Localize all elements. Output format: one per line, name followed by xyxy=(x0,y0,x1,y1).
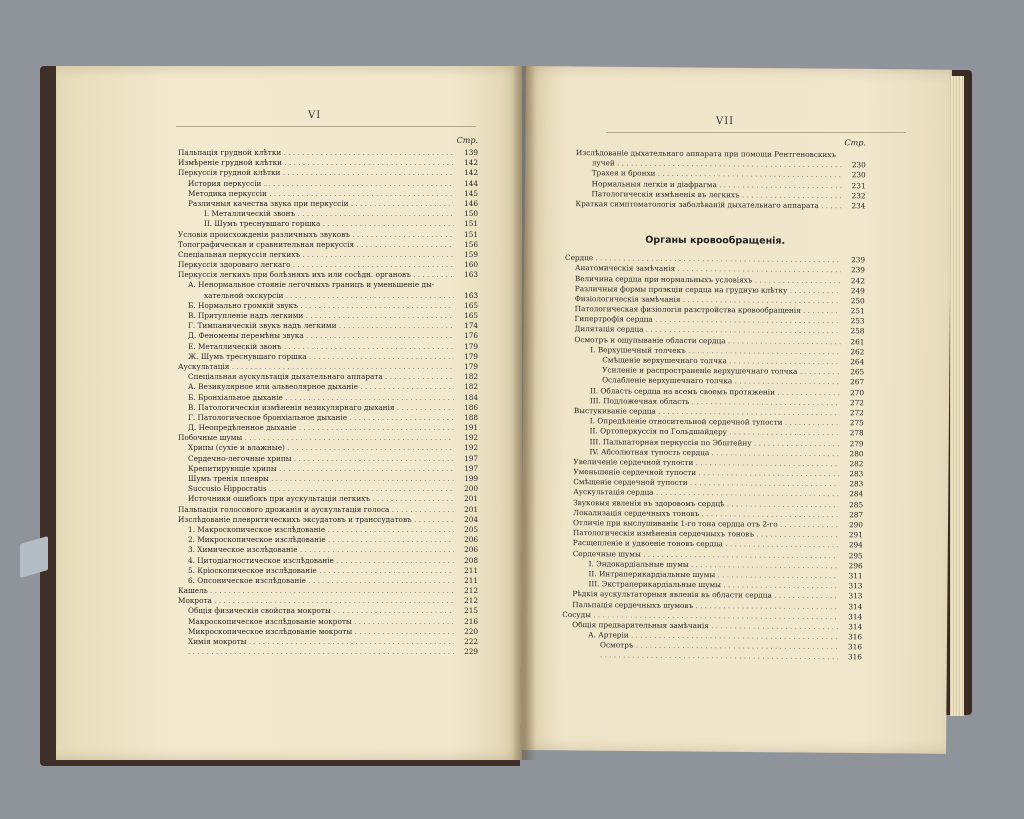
toc-entry-title: Измѣреніе грудной клѣтки . . . xyxy=(178,158,454,168)
toc-entry-title: Смѣщеніе сердечной тупости . . . xyxy=(573,477,839,489)
toc-entry-title: Б. Бронхіальное дыханіе . . . xyxy=(188,393,454,403)
toc-entry xyxy=(178,464,478,474)
toc-entry-page: 192 xyxy=(464,433,478,443)
toc-entry-page: 197 xyxy=(464,463,478,473)
toc-entry xyxy=(178,515,478,525)
toc-entry-page: 165 xyxy=(464,300,478,310)
toc-entry-title: Химія мокроты . . . xyxy=(188,637,454,647)
page-column-header: Стр. xyxy=(456,136,478,145)
toc-entry xyxy=(178,219,478,229)
toc-entry-page: 205 xyxy=(464,524,478,534)
toc-entry-page: 182 xyxy=(464,372,478,382)
toc-entry-title: Различныя качества звука при перкуссіи . . . xyxy=(188,199,454,209)
toc-entry-title: Кашель . . . xyxy=(178,586,454,596)
toc-entry-page: 267 xyxy=(850,377,865,387)
toc-entry-title: I. Верхушечный толчекъ . . . xyxy=(590,345,840,357)
toc-entry xyxy=(178,352,478,362)
toc-entry-title: I. Опредѣленіе относительной сердечной тупости . . . xyxy=(590,416,840,428)
toc-entry-title: Условія происхожденія различныхъ звуковъ . . . xyxy=(178,230,454,240)
toc-entry xyxy=(178,291,478,301)
toc-entry-page: 311 xyxy=(848,571,863,581)
toc-entry-title: Спеціальная аускультація дыхательнаго аппарата . . . xyxy=(188,372,454,382)
toc-entry-title xyxy=(600,651,838,663)
toc-entry-page: 179 xyxy=(464,341,478,351)
toc-entry-page: 265 xyxy=(850,367,865,377)
toc-entry xyxy=(178,606,478,616)
toc-entry xyxy=(178,280,478,290)
toc-entry-page: 283 xyxy=(849,469,864,479)
toc-entry-page: 264 xyxy=(850,357,865,367)
toc-entry-title: Ж. Шумъ треснувшаго горшка . . . xyxy=(188,352,454,362)
toc-entry-page: 249 xyxy=(850,285,865,296)
toc-entry-page: 179 xyxy=(464,351,478,361)
toc-entry-title: А. Ненормальное стояніе легочныхъ границъ и уменьшеніе ды- xyxy=(188,280,435,290)
toc-entry-title: 3. Химическое изслѣдованіе . . . xyxy=(188,545,454,555)
toc-entry-page: 296 xyxy=(848,560,863,571)
toc-entry-title: Макроскопическое изслѣдованіе мокроты . . . xyxy=(188,617,454,627)
toc-entry-page: 197 xyxy=(464,453,478,463)
folio-right: VII xyxy=(716,116,735,127)
toc-entry-title: Осмотръ и ощупываніе области сердца . . . xyxy=(574,335,840,347)
toc-entry xyxy=(178,311,478,321)
toc-entry-title: Мокрота . . . xyxy=(178,596,454,606)
toc-entry-page: 144 xyxy=(464,178,478,188)
toc-entry-title: IV. Абсолютная тупость сердца . . . xyxy=(589,447,839,459)
toc-entry-title: Изслѣдованіе плевритическихъ эксудатовъ и транссудатовъ . . . xyxy=(178,515,454,525)
toc-entry-title: Г. Тимпаническій звукъ надъ легкими . . . xyxy=(188,321,454,331)
toc-entry-page: 231 xyxy=(851,180,866,190)
toc-entry-page: 285 xyxy=(849,499,864,509)
toc-entry-page: 186 xyxy=(464,402,478,412)
toc-entry xyxy=(178,199,478,209)
toc-entry-title: Рѣдкія аускультаторныя явленія въ области сердца . . . xyxy=(572,589,838,601)
toc-entry-title: Сердце . . . xyxy=(565,253,841,265)
toc-entry xyxy=(178,454,478,464)
toc-entry-title: Патологическая физіологія разстройства кровообращенія . . . xyxy=(575,304,841,316)
toc-entry-page: 192 xyxy=(464,443,478,453)
toc-entry-title: Аускультація . . . xyxy=(178,362,454,372)
toc-entry-page: 201 xyxy=(464,494,478,504)
toc-entry-title: 1. Макроскопическое изслѣдованіе . . . xyxy=(188,525,454,535)
toc-entry-page: 314 xyxy=(848,611,863,622)
toc-entry-page: 201 xyxy=(464,504,478,514)
toc-entry-page: 280 xyxy=(849,448,864,459)
toc-entry-page: 284 xyxy=(849,489,864,499)
toc-entry-title: Хрипы (сухіе и влажные) . . . xyxy=(188,443,454,453)
toc-entry xyxy=(178,617,478,627)
toc-entry xyxy=(178,403,478,413)
toc-entry-title: Побочные шумы . . . xyxy=(178,433,454,443)
toc-entry-title: Анатомическія замѣчанія . . . xyxy=(575,263,841,275)
toc-entry xyxy=(178,260,478,270)
toc-entry xyxy=(178,576,478,586)
toc-entry-page: 142 xyxy=(464,158,478,168)
toc-entry-page: 275 xyxy=(849,418,864,428)
toc-entry-page: 160 xyxy=(464,260,478,270)
toc-entry-title: Сердечно-легочные хрипы . . . xyxy=(188,454,454,464)
toc-entry-title: Общія предварительныя замѣчанія . . . xyxy=(572,620,838,632)
toc-entry-title: Уменьшеніе сердечной тупости . . . xyxy=(573,467,839,479)
toc-entry-page: 151 xyxy=(464,229,478,239)
toc-entry-title: История перкуссіи . . . xyxy=(188,179,454,189)
toc-entry xyxy=(178,566,478,576)
toc-entry-title: Различныя формы проэкціи сердца на грудную клѣтку . . . xyxy=(575,284,841,296)
toc-entry-page: 206 xyxy=(464,535,478,545)
toc-entry-page: 290 xyxy=(848,520,863,530)
toc-entry-page: 212 xyxy=(464,596,478,606)
toc-entry-title: Ослабленіе верхушечнаго толчка . . . xyxy=(602,376,840,388)
book-gutter xyxy=(512,66,536,760)
toc-entry-title: Крепитирующіе хрипы . . . xyxy=(188,464,454,474)
toc-entry-title: Пальпація сердечныхъ шумовъ . . . xyxy=(572,600,838,612)
toc-entry-title: Топографическая и сравнительная перкуссія . . . xyxy=(178,240,454,250)
toc-left xyxy=(178,136,478,657)
toc-entry xyxy=(178,494,478,504)
toc-entry xyxy=(178,372,478,382)
toc-entry-title: Выстукиваніе сердца . . . xyxy=(574,406,840,418)
toc-entry-title: Сердечные шумы . . . xyxy=(573,549,839,561)
toc-entry-title: Микроскопическое изслѣдованіе мокроты . . . xyxy=(188,627,454,637)
toc-entry-title: Величина сердца при нормальныхъ условіяхъ . . . xyxy=(575,274,841,286)
toc-entry-page: 150 xyxy=(464,209,478,219)
toc-entry xyxy=(178,230,478,240)
toc-entry-page: 314 xyxy=(848,601,863,611)
toc-entry-page: 272 xyxy=(849,397,864,408)
toc-entry-title: 2. Микроскопическое изслѣдованіе . . . xyxy=(188,535,454,545)
toc-entry-page: 282 xyxy=(849,459,864,469)
toc-entry-page: 295 xyxy=(848,550,863,560)
toc-entry-title: Источники ошибокъ при аускультаціи легкихъ . . . xyxy=(188,494,454,504)
toc-entry-title: Смѣщеніе верхушечнаго толчка . . . xyxy=(602,355,840,367)
toc-entry-page: 283 xyxy=(849,479,864,489)
toc-entry-title xyxy=(188,647,454,657)
toc-entry-page: 242 xyxy=(850,275,865,285)
toc-entry-title: Перкуссія грудной клѣтки . . . xyxy=(178,168,454,178)
toc-entry-page: 313 xyxy=(848,581,863,591)
toc-entry-title: Трахея и бронхи . . . xyxy=(592,169,842,181)
toc-entry-page: 200 xyxy=(464,484,478,494)
toc-entry-title: Увеличеніе сердечной тупости . . . xyxy=(573,457,839,469)
toc-entry-page: 151 xyxy=(464,219,478,229)
toc-entry-page: 230 xyxy=(851,170,866,180)
toc-entry xyxy=(178,484,478,494)
header-rule-right xyxy=(606,132,906,133)
toc-entry-page: 212 xyxy=(464,586,478,596)
toc-entry-page: 294 xyxy=(848,540,863,550)
toc-right xyxy=(562,136,866,663)
toc-entry-page: 220 xyxy=(464,626,478,636)
toc-entry-title: II. Область сердца на всемъ своемъ протяженіи . . . xyxy=(590,386,840,398)
toc-entry-page: 239 xyxy=(850,265,865,275)
toc-entry-page: 215 xyxy=(464,606,478,616)
toc-entry-title: Перкуссія легкихъ при болѣзняхъ ихъ или сосѣдн. органовъ . . . xyxy=(178,270,454,280)
toc-entry-title: Дилятація сердца . . . xyxy=(574,325,840,337)
toc-entry-title: Аускультація сердца . . . xyxy=(573,488,839,500)
toc-entry-title: 5. Кріоскопическое изслѣдованіе . . . xyxy=(188,566,454,576)
toc-entry-title: А. Везикулярное или альвеолярное дыханіе . . . xyxy=(188,382,454,392)
toc-entry-page: 211 xyxy=(464,575,478,585)
toc-entry xyxy=(178,321,478,331)
toc-entry xyxy=(178,158,478,168)
section-title: Органы кровообращенія. xyxy=(645,234,786,247)
toc-entry-page: 216 xyxy=(464,616,478,626)
toc-entry-page: 250 xyxy=(850,296,865,306)
toc-entry xyxy=(178,525,478,535)
toc-entry-page: 253 xyxy=(850,316,865,326)
toc-entry-title: II. Ортоперкуссія по Гольдшайдеру . . . xyxy=(590,427,840,439)
toc-entry-page: 279 xyxy=(849,438,864,448)
toc-entry-page: 232 xyxy=(851,190,866,201)
toc-entry-page: 191 xyxy=(464,423,478,433)
toc-entry xyxy=(178,586,478,596)
toc-entry-page: 239 xyxy=(851,255,866,265)
toc-entry-page: 139 xyxy=(464,148,478,157)
toc-entry-title: Пальпація голосового дрожанія и аускультація голоса . . . xyxy=(178,505,454,515)
toc-entry xyxy=(178,474,478,484)
toc-entry-title: Общія физическія свойства мокроты . . . xyxy=(188,606,454,616)
toc-entry-title: I. Металлическій звонъ . . . xyxy=(204,209,454,219)
toc-entry-title: Шумъ тренія плевры . . . xyxy=(188,474,454,484)
toc-entry-page: 261 xyxy=(850,336,865,346)
toc-entry-page: 316 xyxy=(848,632,863,642)
toc-entry-page: 314 xyxy=(848,622,863,632)
toc-entry-title: III. Экстраперикардіальные шумы . . . xyxy=(588,579,838,591)
toc-entry-page: 262 xyxy=(850,347,865,357)
toc-entry xyxy=(178,270,478,280)
toc-entry-page: 272 xyxy=(849,408,864,418)
toc-entry-title: Перкуссія здороваго легкаго . . . xyxy=(178,260,454,270)
toc-entry-page: 179 xyxy=(464,361,478,371)
toc-entry-page: 174 xyxy=(464,321,478,331)
toc-entry-title: II. Интраперикардіальные шумы . . . xyxy=(589,569,839,581)
toc-entry-title: Спеціальная перкуссія легкихъ . . . xyxy=(178,250,454,260)
toc-entry-page: 258 xyxy=(850,326,865,336)
toc-entry-title: III. Пальпаторная перкуссія по Эбштейну . . . xyxy=(590,437,840,449)
toc-entry-page: 291 xyxy=(848,530,863,540)
toc-entry-page: 270 xyxy=(850,387,865,397)
toc-entry-page: 176 xyxy=(464,331,478,341)
toc-entry-page: 146 xyxy=(464,198,478,208)
folio-left: VI xyxy=(308,110,322,121)
toc-entry-title: В. Притупленіе надъ легкими . . . xyxy=(188,311,454,321)
toc-entry xyxy=(178,627,478,637)
toc-entry-title: 6. Опсоническое изслѣдованіе . . . xyxy=(188,576,454,586)
toc-entry xyxy=(178,393,478,403)
toc-entry xyxy=(178,556,478,566)
toc-entry-title: Пальпація грудной клѣтки . . . xyxy=(178,148,454,158)
toc-entry xyxy=(178,637,478,647)
toc-entry-page: 316 xyxy=(847,652,862,662)
toc-entry-title: хательной экскурсіи . . . xyxy=(204,291,454,301)
toc-entry-title: Физіологическія замѣчанія . . . xyxy=(575,294,841,306)
toc-entry-title: Расщепленіе и удвоеніе тоновъ сердца . . . xyxy=(573,538,839,550)
header-rule-left xyxy=(176,126,476,127)
toc-entry-title: 4. Цитодіагностическое изслѣдованіе . . . xyxy=(188,556,454,566)
toc-entry-title: Д. Феномены перемѣны звука . . . xyxy=(188,331,454,341)
toc-entry-title: Отличіе при выслушиваніи 1-го тона сердца отъ 2-го . . . xyxy=(573,518,839,530)
toc-entry-page: 184 xyxy=(464,392,478,402)
toc-entry-title: Б. Нормально громкій звукъ . . . xyxy=(188,301,454,311)
toc-entry xyxy=(178,301,478,311)
toc-entry-page: 182 xyxy=(464,382,478,392)
toc-entry-page: 287 xyxy=(849,510,864,520)
toc-entry xyxy=(178,148,478,158)
toc-entry-page: 229 xyxy=(464,647,478,657)
toc-entry-title: В. Патологическія измѣненія везикулярнаго дыханія . . . xyxy=(188,403,454,413)
toc-entry-title: Патологическія измѣненія сердечныхъ тоновъ . . . xyxy=(573,528,839,540)
page-edges xyxy=(950,76,964,716)
toc-entry-page: 156 xyxy=(464,239,478,249)
toc-entry-page: 316 xyxy=(848,642,863,652)
toc-entry xyxy=(178,433,478,443)
toc-entry-title: II. Шумъ треснувшаго горшка . . . xyxy=(204,219,454,229)
toc-entry-title: Изслѣдованіе дыхательнаго аппарата при помощи Рентгеновскихъ xyxy=(575,148,837,160)
toc-entry xyxy=(178,535,478,545)
toc-entry-page: 165 xyxy=(464,311,478,320)
toc-entry-title: Гипертрофія сердца . . . xyxy=(575,314,841,326)
toc-entry-page: 278 xyxy=(849,428,864,438)
toc-entry xyxy=(178,209,478,219)
toc-entry xyxy=(178,545,478,555)
toc-entry xyxy=(178,189,478,199)
toc-entry-title: Локализація сердечныхъ тоновъ . . . xyxy=(573,508,839,520)
toc-entry-page: 163 xyxy=(464,270,478,280)
toc-entry xyxy=(178,423,478,433)
toc-entry-title: Д. Неопредѣленное дыханіе . . . xyxy=(188,423,454,433)
toc-entry-title: Е. Металлическій звонъ . . . xyxy=(188,342,454,352)
toc-entry-title: лучей . . . xyxy=(592,158,842,170)
toc-entry-page: 208 xyxy=(464,555,478,565)
toc-entry xyxy=(178,647,478,657)
toc-entry-page: 159 xyxy=(464,249,478,259)
toc-entry-title: Succusio Hippocratis . . . xyxy=(188,484,454,494)
toc-entry-title: III. Подложечная область . . . xyxy=(590,396,840,408)
toc-entry xyxy=(178,362,478,372)
page-column-header: Стр. xyxy=(844,138,866,148)
toc-entry-title: Звуковыя явленія въ здоровомъ сердцѣ . . . xyxy=(573,498,839,510)
toc-entry xyxy=(178,168,478,178)
toc-entry xyxy=(178,596,478,606)
toc-entry-page: 234 xyxy=(851,201,866,211)
toc-entry-page: 230 xyxy=(851,160,866,170)
toc-entry xyxy=(178,331,478,341)
toc-entry-page: 163 xyxy=(464,290,478,300)
toc-entry-page: 204 xyxy=(464,514,478,524)
toc-entry-page: 188 xyxy=(464,412,478,422)
toc-entry xyxy=(178,342,478,352)
toc-entry xyxy=(178,443,478,453)
toc-entry-page: 199 xyxy=(464,474,478,483)
toc-entry xyxy=(178,179,478,189)
toc-entry-title: Методика перкуссіи . . . xyxy=(188,189,454,199)
toc-entry xyxy=(178,413,478,423)
toc-entry xyxy=(178,382,478,392)
toc-entry-page: 211 xyxy=(464,565,478,575)
toc-entry-page: 142 xyxy=(464,168,478,178)
toc-entry-title: Усиленіе и распространеніе верхушечнаго толчка . . . xyxy=(602,365,840,377)
toc-entry-page: 251 xyxy=(850,306,865,316)
toc-entry-title: Нормальныя легкія и діафрагма . . . xyxy=(592,179,842,191)
toc-entry xyxy=(178,505,478,515)
toc-entry-title: А. Артеріи . . . xyxy=(588,630,838,642)
toc-entry xyxy=(178,250,478,260)
toc-entry-page: 145 xyxy=(464,188,478,198)
toc-entry xyxy=(178,240,478,250)
toc-entry-title: I. Эндокардіальные шумы . . . xyxy=(589,559,839,571)
toc-entry-page: 313 xyxy=(848,591,863,601)
toc-entry-title: Осмотръ . . . xyxy=(600,641,838,653)
toc-entry-page: 206 xyxy=(464,545,478,555)
toc-entry-title: Патологическія измѣненія въ легкихъ . . . xyxy=(592,189,842,201)
toc-entry-title: Сосуды . . . xyxy=(562,610,838,622)
toc-entry-title: Г. Патологическое бронхіальное дыханіе . . . xyxy=(188,413,454,423)
toc-entry-title: Краткая симптоматологія заболѣваній дыхательнаго аппарата . . . xyxy=(575,199,841,211)
toc-entry-page: 222 xyxy=(464,637,478,646)
